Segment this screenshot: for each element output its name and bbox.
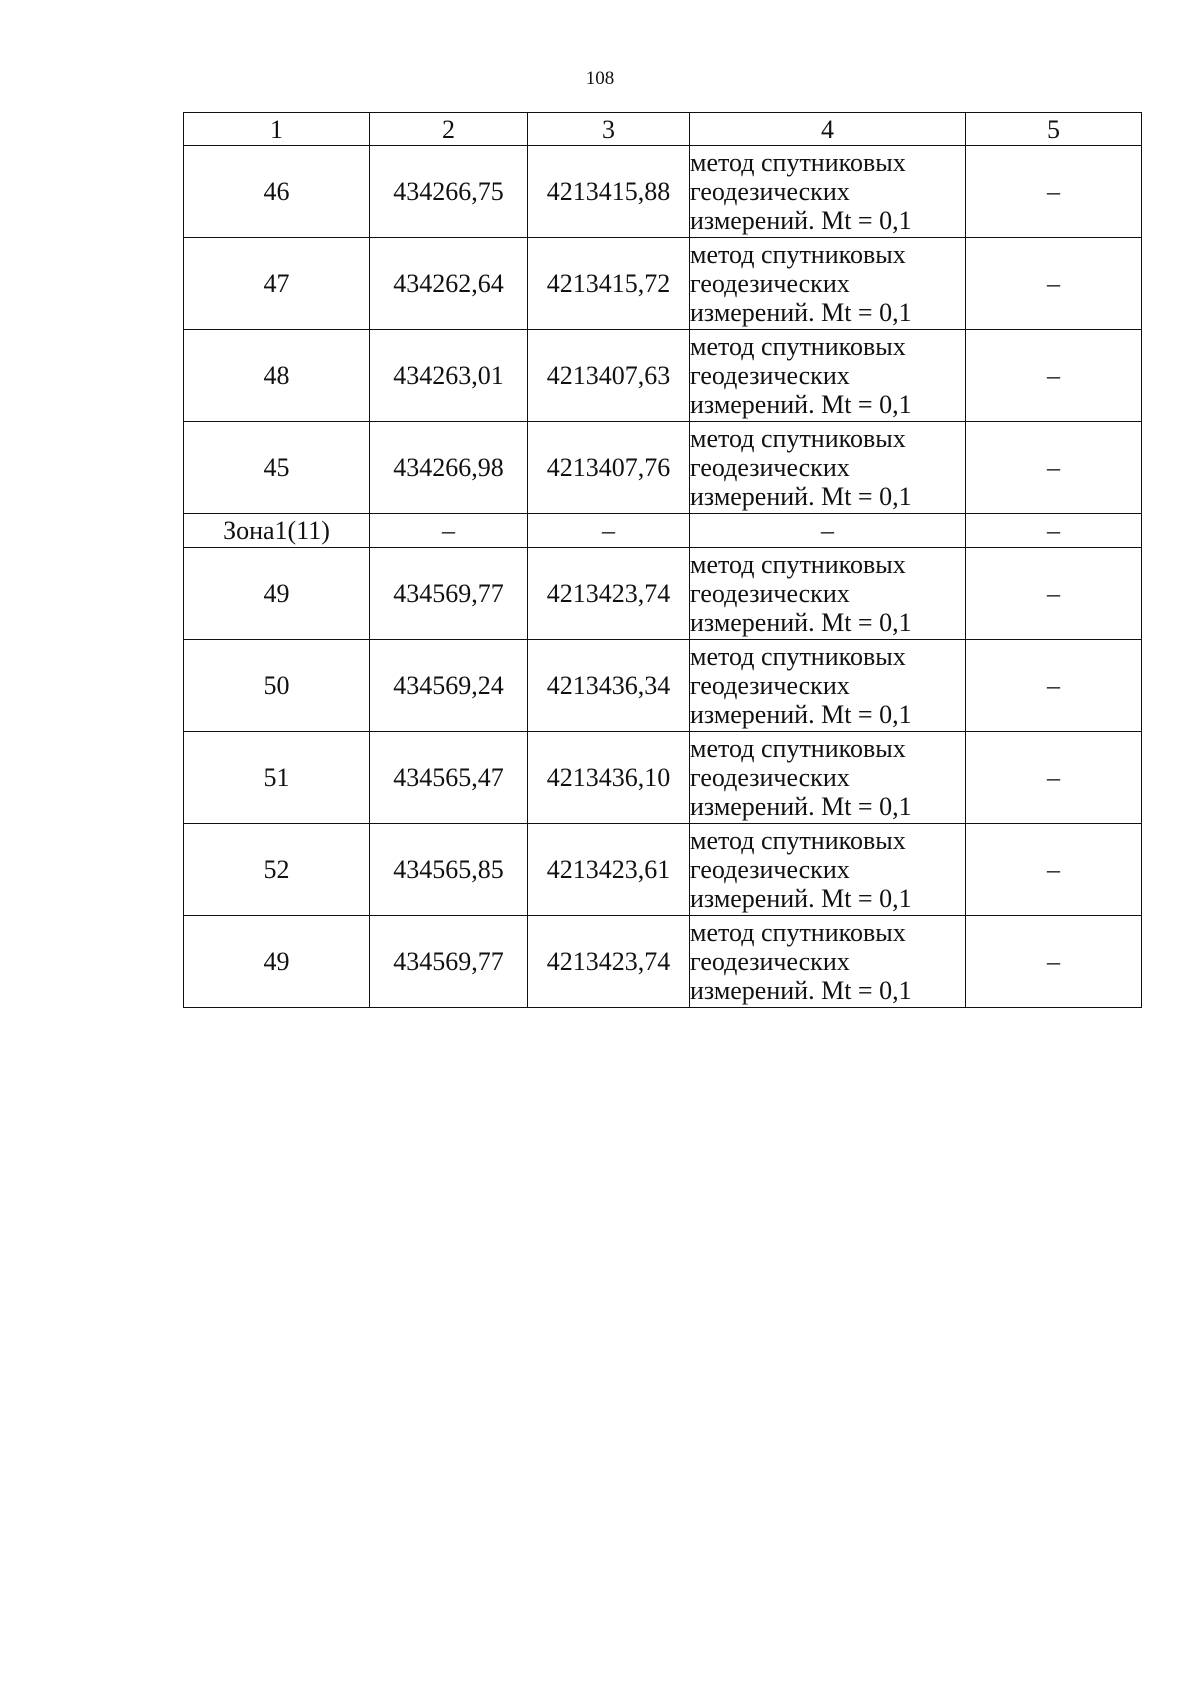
page-number: 108 <box>585 68 615 89</box>
y-coordinate-cell: 4213407,76 <box>528 422 690 514</box>
point-number-cell: 50 <box>184 640 370 732</box>
y-coordinate-cell: 4213407,63 <box>528 330 690 422</box>
note-cell: – <box>966 548 1142 640</box>
note-cell: – <box>966 514 1142 548</box>
y-coordinate-cell: 4213423,74 <box>528 916 690 1008</box>
column-header: 4 <box>690 113 966 146</box>
x-coordinate-cell: 434266,98 <box>370 422 528 514</box>
point-number-cell: 49 <box>184 916 370 1008</box>
note-cell: – <box>966 422 1142 514</box>
y-coordinate-cell: 4213423,61 <box>528 824 690 916</box>
x-coordinate-cell: 434565,85 <box>370 824 528 916</box>
column-header: 3 <box>528 113 690 146</box>
y-coordinate-cell: 4213436,34 <box>528 640 690 732</box>
column-header: 2 <box>370 113 528 146</box>
table-row <box>184 146 1142 238</box>
table-row <box>184 732 1142 824</box>
method-cell: метод спутниковых геодезических измерений. Mt = 0,1 <box>690 548 966 640</box>
column-header: 1 <box>184 113 370 146</box>
point-number-cell: 51 <box>184 732 370 824</box>
method-cell: – <box>690 514 966 548</box>
zone-label-cell: Зона1(11) <box>184 514 370 548</box>
x-coordinate-cell: 434569,77 <box>370 916 528 1008</box>
table-row <box>184 238 1142 330</box>
x-coordinate-cell: 434263,01 <box>370 330 528 422</box>
y-coordinate-cell: 4213415,88 <box>528 146 690 238</box>
method-cell: метод спутниковых геодезических измерений. Mt = 0,1 <box>690 824 966 916</box>
x-coordinate-cell: 434565,47 <box>370 732 528 824</box>
y-coordinate-cell: – <box>528 514 690 548</box>
y-coordinate-cell: 4213436,10 <box>528 732 690 824</box>
note-cell: – <box>966 330 1142 422</box>
point-number-cell: 46 <box>184 146 370 238</box>
y-coordinate-cell: 4213415,72 <box>528 238 690 330</box>
point-number-cell: 49 <box>184 548 370 640</box>
column-header: 5 <box>966 113 1142 146</box>
note-cell: – <box>966 238 1142 330</box>
point-number-cell: 47 <box>184 238 370 330</box>
point-number-cell: 52 <box>184 824 370 916</box>
x-coordinate-cell: 434569,24 <box>370 640 528 732</box>
method-cell: метод спутниковых геодезических измерений. Mt = 0,1 <box>690 916 966 1008</box>
coordinates-table <box>183 112 1142 1008</box>
method-cell: метод спутниковых геодезических измерений. Mt = 0,1 <box>690 330 966 422</box>
note-cell: – <box>966 640 1142 732</box>
table-header-row <box>184 113 1142 146</box>
note-cell: – <box>966 916 1142 1008</box>
note-cell: – <box>966 146 1142 238</box>
y-coordinate-cell: 4213423,74 <box>528 548 690 640</box>
point-number-cell: 48 <box>184 330 370 422</box>
method-cell: метод спутниковых геодезических измерений. Mt = 0,1 <box>690 146 966 238</box>
x-coordinate-cell: 434266,75 <box>370 146 528 238</box>
table-row <box>184 330 1142 422</box>
table-row <box>184 824 1142 916</box>
x-coordinate-cell: – <box>370 514 528 548</box>
method-cell: метод спутниковых геодезических измерений. Mt = 0,1 <box>690 640 966 732</box>
note-cell: – <box>966 732 1142 824</box>
method-cell: метод спутниковых геодезических измерений. Mt = 0,1 <box>690 238 966 330</box>
x-coordinate-cell: 434262,64 <box>370 238 528 330</box>
table-body <box>184 146 1142 1008</box>
table-row <box>184 422 1142 514</box>
table-row <box>184 640 1142 732</box>
zone-row <box>184 514 1142 548</box>
method-cell: метод спутниковых геодезических измерений. Mt = 0,1 <box>690 732 966 824</box>
method-cell: метод спутниковых геодезических измерений. Mt = 0,1 <box>690 422 966 514</box>
table-row <box>184 916 1142 1008</box>
table-row <box>184 548 1142 640</box>
note-cell: – <box>966 824 1142 916</box>
point-number-cell: 45 <box>184 422 370 514</box>
x-coordinate-cell: 434569,77 <box>370 548 528 640</box>
